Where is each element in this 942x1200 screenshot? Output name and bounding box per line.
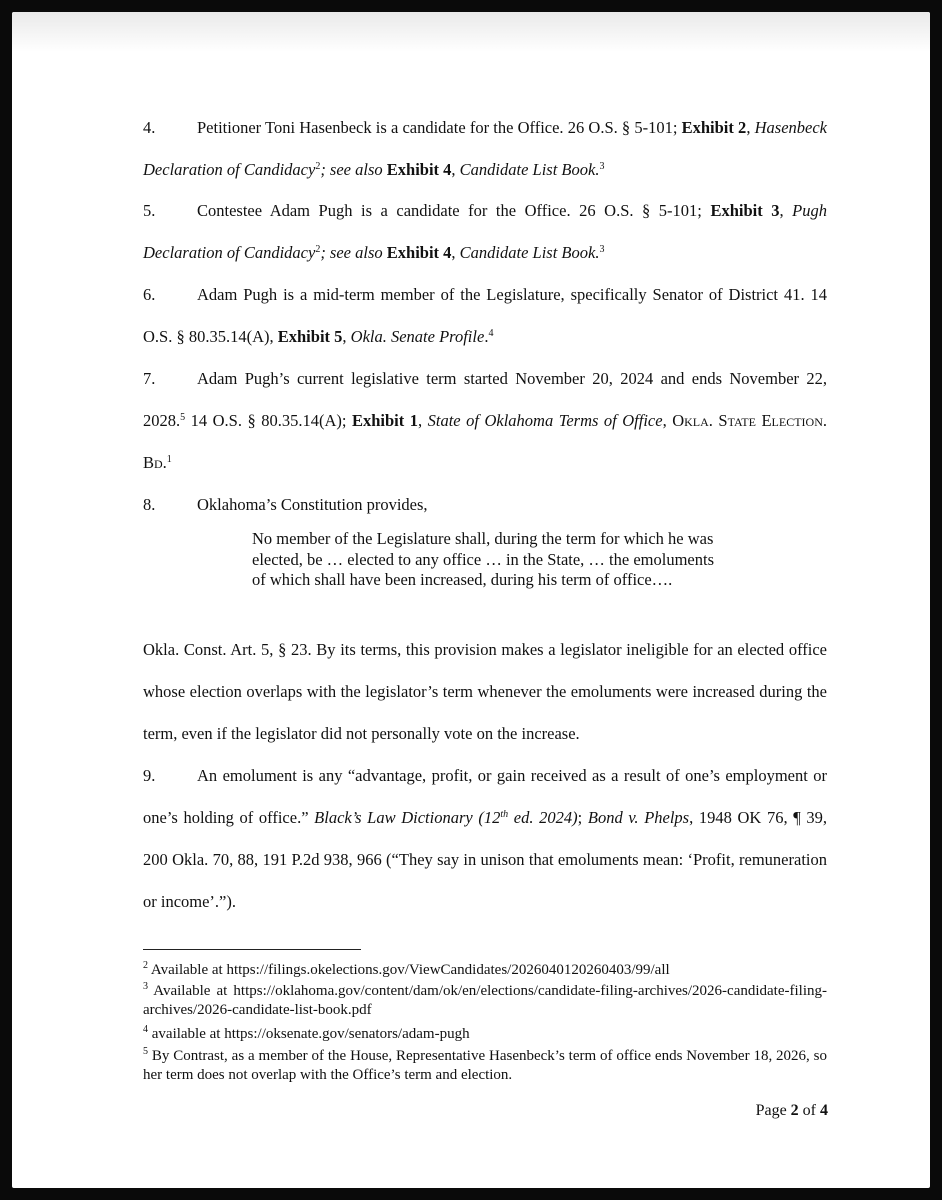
source-name: Okla. State Election. Bd.	[143, 411, 827, 472]
paragraph-number: 6.	[143, 285, 156, 304]
paragraph-number: 8.	[143, 495, 156, 514]
footnote-5	[143, 1047, 827, 1085]
paragraph-number: 7.	[143, 369, 156, 388]
paragraph-text: An emolument is any “advantage, profit, or gain received as a result of one’s employment or one’s holding of office.”	[143, 766, 827, 827]
total-pages: 4	[820, 1102, 828, 1119]
citation-title: Black’s Law Dictionary (12	[314, 808, 501, 827]
paragraph-text: ,	[662, 411, 673, 430]
footnote-3	[143, 982, 827, 1020]
footnote-text: available at https://oksenate.gov/senators/adam-pugh	[148, 1026, 470, 1042]
paragraph-number: 9.	[143, 766, 156, 785]
document-title: Okla. Senate Profile	[350, 327, 485, 346]
case-name: Bond v. Phelps	[587, 808, 690, 827]
document-title: State of Oklahoma Terms of Office	[427, 411, 663, 430]
exhibit-reference: Exhibit 3	[710, 201, 780, 220]
footnote-marker: 1	[166, 454, 172, 465]
paragraph-5	[143, 190, 827, 274]
signal-text: ; see also	[320, 243, 387, 262]
exhibit-reference: Exhibit 1	[351, 411, 418, 430]
page-top-shadow	[12, 12, 930, 52]
signal-text: ; see also	[320, 160, 387, 179]
footnote-divider	[143, 949, 361, 950]
paragraph-text: ,	[418, 411, 428, 430]
paragraph-text: ,	[746, 118, 755, 137]
paragraph-text: , 1948 OK 76, ¶ 39, 200 Okla. 70, 88, 191 P.2d 938, 966 (“They say in unison that emoluments mean: ‘Profit, remuneration or income’.”).	[143, 808, 827, 911]
footnote-marker: 5	[180, 412, 186, 423]
footnote-mark: 3	[143, 981, 148, 992]
citation-title: ed. 2024)	[508, 808, 578, 827]
document-page	[12, 12, 930, 1188]
footnote-marker: 3	[599, 161, 605, 172]
paragraph-text: .	[484, 327, 489, 346]
paragraph-text: ,	[779, 201, 793, 220]
footnote-marker: 2	[315, 244, 321, 255]
document-title: Candidate List Book.	[459, 243, 600, 262]
paragraph-number: 5.	[143, 201, 156, 220]
paragraph-7	[143, 358, 827, 484]
document-title: Candidate List Book.	[459, 160, 600, 179]
quote-commentary: Okla. Const. Art. 5, § 23. By its terms, this provision makes a legislator ineligible for an elected office whose election overlaps with the legislator’s term whenever the emoluments were increased during the term, even if the legislator did not personally vote on the increase.	[143, 640, 827, 743]
paragraph-4	[143, 107, 827, 191]
document-title: Hasenbeck Declaration of Candidacy	[143, 118, 828, 179]
ordinal-suffix: th	[500, 809, 509, 820]
paragraph-6	[143, 274, 827, 358]
footnote-mark: 2	[143, 960, 148, 971]
exhibit-reference: Exhibit 2	[681, 118, 747, 137]
paragraph-text: Petitioner Toni Hasenbeck is a candidate for the Office. 26 O.S. § 5-101;	[197, 118, 682, 137]
paragraph-8	[143, 484, 827, 526]
page-number	[702, 1102, 828, 1120]
paragraph-text: ,	[451, 160, 460, 179]
paragraph-text: Adam Pugh’s current legislative term started November 20, 2024 and ends November 22, 2028.	[143, 369, 827, 430]
current-page: 2	[790, 1102, 799, 1119]
exhibit-reference: Exhibit 4	[386, 160, 452, 179]
footnote-marker: 2	[315, 161, 321, 172]
paragraph-text: ;	[577, 808, 588, 827]
footnote-marker: 3	[599, 244, 605, 255]
exhibit-reference: Exhibit 4	[386, 243, 452, 262]
page-label: Page	[755, 1102, 791, 1119]
paragraph-text: 14 O.S. § 80.35.14(A);	[185, 411, 352, 430]
paragraph-text: ,	[451, 243, 460, 262]
document-title: Pugh Declaration of Candidacy	[143, 201, 828, 262]
page-of-label: of	[798, 1102, 820, 1119]
footnote-text: By Contrast, as a member of the House, Representative Hasenbeck’s term of office ends November 18, 2026, so her term does not overlap with the Office’s term and election.	[143, 1048, 827, 1083]
footnote-text: Available at https://filings.okelections.gov/ViewCandidates/2026040120260403/99/all	[148, 962, 670, 978]
footnote-2	[143, 961, 827, 980]
footnote-mark: 5	[143, 1046, 148, 1057]
exhibit-reference: Exhibit 5	[277, 327, 343, 346]
footnote-mark: 4	[143, 1024, 148, 1035]
footnote-marker: 4	[488, 328, 494, 339]
paragraph-text: Oklahoma’s Constitution provides,	[197, 495, 428, 514]
paragraph-text: Contestee Adam Pugh is a candidate for the Office. 26 O.S. § 5-101;	[197, 201, 711, 220]
paragraph-text: ,	[342, 327, 351, 346]
paragraph-number: 4.	[143, 118, 156, 137]
paragraph-9	[143, 755, 827, 923]
footnote-text: Available at https://oklahoma.gov/content/dam/ok/en/elections/candidate-filing-archives/2026-candidate-filing-archives/2026-candidate-list-book.pdf	[143, 983, 827, 1018]
paragraph-text: Adam Pugh is a mid-term member of the Legislature, specifically Senator of District 41. 14 O.S. § 80.35.14(A),	[143, 285, 827, 346]
block-quote: No member of the Legislature shall, during the term for which he was elected, be … elected to any office … in the State, … the emoluments of which shall have been increased, during his term of office….	[252, 529, 714, 589]
footnote-4	[143, 1025, 827, 1044]
